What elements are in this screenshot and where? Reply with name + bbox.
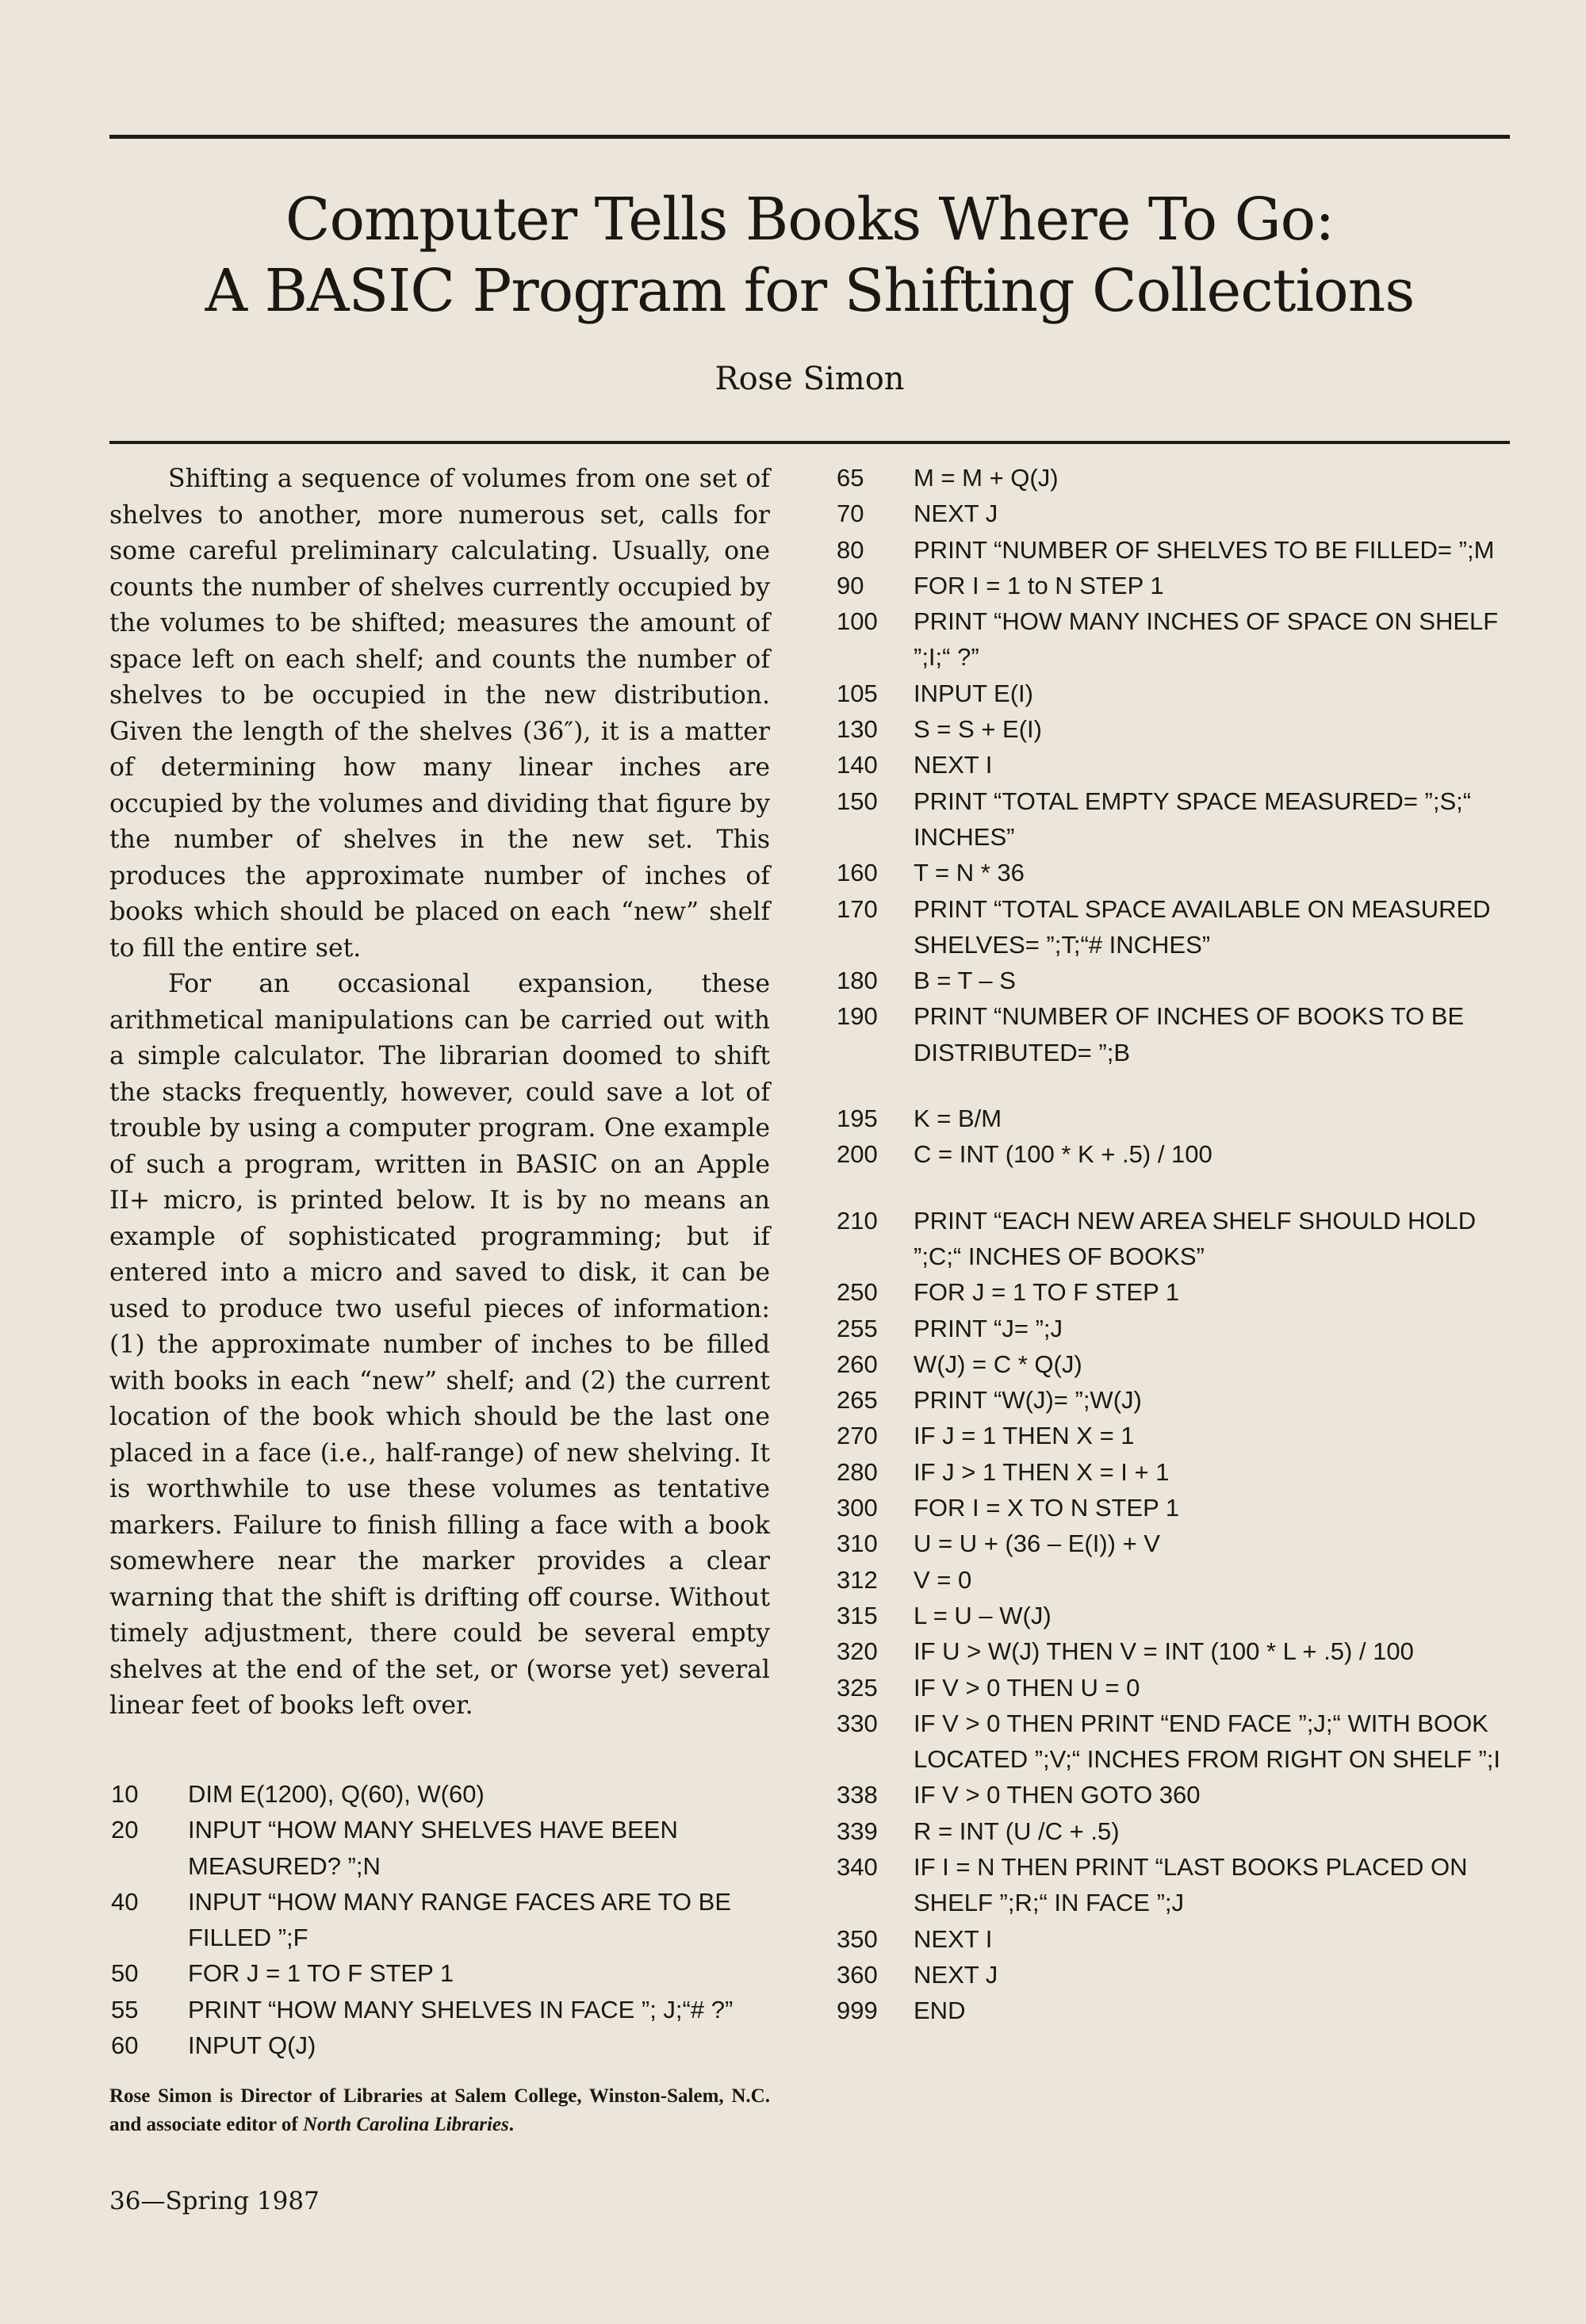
- code-line: [837, 855, 1511, 890]
- line-code: NEXT I: [914, 1924, 993, 1953]
- author-byline: Rose Simon: [714, 361, 905, 397]
- line-code: W(J) = C * Q(J): [914, 1350, 1082, 1378]
- line-number: 300: [837, 1494, 878, 1522]
- code-line: [837, 532, 1511, 568]
- paragraph-1: Shifting a sequence of volumes from one set of shelves to another, more numerous set, calls for some careful preliminary calculating. Usually, one counts the number of shelves currently occupied by the volumes to be shifted; measures the amount of space left on each shelf; and counts the number of shelves to be occupied in the new distribution. Given the length of the shelves (36″), it is a matter of determining how many linear inches are occupied by the volumes and dividing that figure by the number of shelves in the new set. This produces the approximate number of inches of books which should be placed on each “new” shelf to fill the entire set.: [109, 465, 770, 963]
- line-number: 100: [837, 607, 878, 636]
- top-rule: [109, 135, 1510, 139]
- code-line: [837, 711, 1511, 747]
- code-line: [837, 1957, 1511, 1993]
- code-line: [837, 1418, 1511, 1453]
- line-number: 180: [837, 967, 878, 995]
- line-number: 20: [111, 1816, 139, 1844]
- line-code: NEXT I: [914, 751, 993, 779]
- line-number: 310: [837, 1530, 878, 1558]
- line-number: 150: [837, 787, 878, 815]
- line-number: 338: [837, 1781, 878, 1809]
- line-number: 250: [837, 1278, 878, 1307]
- code-line: [837, 1813, 1511, 1849]
- line-number: 999: [837, 1997, 878, 2025]
- line-code: IF J > 1 THEN X = I + 1: [914, 1457, 1170, 1486]
- article-title: [109, 184, 1510, 327]
- code-line: [837, 1203, 1511, 1275]
- line-number: 280: [837, 1457, 878, 1486]
- line-code: T = N * 36: [914, 859, 1025, 887]
- code-line: [837, 891, 1511, 963]
- code-line: [837, 963, 1511, 998]
- line-number: 320: [837, 1637, 878, 1666]
- line-number: 50: [111, 1959, 139, 1988]
- line-number: 340: [837, 1852, 878, 1881]
- left-column-text: [109, 461, 770, 1725]
- code-line: [111, 1884, 769, 1956]
- code-line: [837, 1993, 1511, 2028]
- line-number: 190: [837, 1002, 878, 1031]
- line-code: IF U > W(J) THEN V = INT (100 * L + .5) / 100: [914, 1637, 1414, 1666]
- code-line: [837, 1136, 1511, 1172]
- line-code: FOR J = 1 TO F STEP 1: [914, 1278, 1180, 1307]
- line-number: 60: [111, 2031, 139, 2060]
- line-number: 70: [837, 500, 864, 528]
- code-line: [837, 1706, 1511, 1778]
- code-line: [837, 1346, 1511, 1382]
- line-code: PRINT “EACH NEW AREA SHELF SHOULD HOLD ”;C;“ INCHES OF BOOKS”: [914, 1206, 1483, 1270]
- line-number: 255: [837, 1314, 878, 1342]
- code-block-b: [837, 1101, 1511, 1173]
- line-number: 270: [837, 1422, 878, 1450]
- code-block-a: [837, 460, 1511, 1070]
- bio-journal: North Carolina Libraries: [302, 2114, 509, 2135]
- line-code: FOR I = X TO N STEP 1: [914, 1494, 1180, 1522]
- line-number: 55: [111, 1995, 139, 2023]
- line-code: IF I = N THEN PRINT “LAST BOOKS PLACED ON SHELF ”;R;“ IN FACE ”;J: [914, 1852, 1475, 1917]
- line-code: IF V > 0 THEN U = 0: [914, 1673, 1140, 1702]
- line-code: PRINT “NUMBER OF SHELVES TO BE FILLED= ”;M: [914, 535, 1495, 564]
- line-code: M = M + Q(J): [914, 464, 1059, 492]
- code-gap: [837, 1070, 1511, 1101]
- line-code: END: [914, 1997, 966, 2025]
- line-number: 40: [111, 1887, 139, 1916]
- line-code: L = U – W(J): [914, 1601, 1052, 1629]
- line-code: S = S + E(I): [914, 715, 1042, 744]
- line-code: IF V > 0 THEN GOTO 360: [914, 1781, 1201, 1809]
- line-number: 10: [111, 1780, 139, 1808]
- line-code: PRINT “W(J)= ”;W(J): [914, 1386, 1142, 1415]
- code-line: [837, 676, 1511, 711]
- line-number: 360: [837, 1960, 878, 1989]
- line-number: 315: [837, 1601, 878, 1629]
- page-folio: 36—Spring 1987: [109, 2187, 320, 2215]
- line-number: 325: [837, 1673, 878, 1702]
- line-number: 350: [837, 1924, 878, 1953]
- code-line: [837, 1490, 1511, 1526]
- line-code: INPUT “HOW MANY SHELVES HAVE BEEN MEASURED? ”;N: [188, 1816, 685, 1880]
- line-number: 130: [837, 715, 878, 744]
- byline-rule: [109, 441, 1510, 444]
- code-line: [837, 1382, 1511, 1418]
- code-line: [837, 1454, 1511, 1490]
- title-line-2: A BASIC Program for Shifting Collections: [205, 257, 1415, 325]
- line-code: IF J = 1 THEN X = 1: [914, 1422, 1135, 1450]
- code-line: [837, 1777, 1511, 1813]
- code-line: [837, 1526, 1511, 1561]
- code-line: [837, 1633, 1511, 1669]
- line-code: K = B/M: [914, 1105, 1002, 1133]
- line-number: 195: [837, 1105, 878, 1133]
- line-number: 80: [837, 535, 864, 564]
- code-line: [111, 1812, 769, 1884]
- line-code: INPUT Q(J): [188, 2031, 316, 2060]
- line-number: 90: [837, 571, 864, 599]
- line-code: PRINT “J= ”;J: [914, 1314, 1063, 1342]
- line-code: PRINT “HOW MANY INCHES OF SPACE ON SHELF ”;I;“ ?”: [914, 607, 1505, 672]
- line-code: DIM E(1200), Q(60), W(60): [188, 1780, 485, 1808]
- line-code: FOR I = 1 to N STEP 1: [914, 571, 1164, 599]
- line-number: 200: [837, 1140, 878, 1169]
- code-line: [837, 1849, 1511, 1921]
- line-number: 260: [837, 1350, 878, 1378]
- line-code: V = 0: [914, 1565, 972, 1594]
- code-line: [837, 496, 1511, 531]
- code-block-c: [837, 1203, 1511, 2029]
- code-line: [837, 460, 1511, 496]
- line-code: PRINT “TOTAL SPACE AVAILABLE ON MEASURED SHELVES= ”;T;“# INCHES”: [914, 894, 1498, 959]
- line-code: IF V > 0 THEN PRINT “END FACE ”;J;“ WITH BOOK LOCATED ”;V;“ INCHES FROM RIGHT ON SHELF ”;I: [914, 1709, 1501, 1774]
- code-line: [837, 998, 1511, 1070]
- line-code: R = INT (U /C + .5): [914, 1817, 1120, 1845]
- bio-text: Rose Simon is Director of Libraries at Salem College, Winston-Salem, N.C. and associate editor of: [109, 2085, 770, 2135]
- line-code: NEXT J: [914, 500, 998, 528]
- code-line: [837, 747, 1511, 783]
- line-code: PRINT “TOTAL EMPTY SPACE MEASURED= ”;S;“ INCHES”: [914, 787, 1478, 851]
- code-line: [837, 1311, 1511, 1346]
- line-number: 312: [837, 1565, 878, 1594]
- line-code: INPUT E(I): [914, 679, 1033, 707]
- line-code: PRINT “HOW MANY SHELVES IN FACE ”; J;“# ?”: [188, 1995, 734, 2023]
- code-line: [837, 568, 1511, 603]
- code-line: [837, 1274, 1511, 1310]
- line-code: U = U + (36 – E(I)) + V: [914, 1530, 1160, 1558]
- code-line: [837, 783, 1511, 856]
- line-code: C = INT (100 * K + .5) / 100: [914, 1140, 1212, 1169]
- code-line: [837, 1921, 1511, 1957]
- title-line-1: Computer Tells Books Where To Go:: [285, 186, 1335, 254]
- code-line: [837, 603, 1511, 676]
- code-line: [837, 1101, 1511, 1136]
- line-code: NEXT J: [914, 1960, 998, 1989]
- code-line: [111, 1955, 769, 1991]
- bio-end: .: [508, 2114, 515, 2135]
- code-listing-left: [111, 1776, 769, 2063]
- line-code: PRINT “NUMBER OF INCHES OF BOOKS TO BE DISTRIBUTED= ”;B: [914, 1002, 1471, 1066]
- line-code: INPUT “HOW MANY RANGE FACES ARE TO BE FILLED ”;F: [188, 1887, 738, 1952]
- code-line: [837, 1670, 1511, 1706]
- line-number: 160: [837, 859, 878, 887]
- line-number: 210: [837, 1206, 878, 1235]
- code-line: [111, 1992, 769, 2027]
- code-gap: [837, 1173, 1511, 1203]
- line-code: FOR J = 1 TO F STEP 1: [188, 1959, 454, 1988]
- line-number: 170: [837, 894, 878, 923]
- line-number: 105: [837, 679, 878, 707]
- code-line: [837, 1598, 1511, 1633]
- paragraph-2: For an occasional expansion, these arithmetical manipulations can be carried out with a simple calculator. The librarian doomed to shift the stacks frequently, however, could save a lot of trouble by using a computer program. One example of such a program, written in BASIC on an Apple II+ micro, is printed below. It is by no means an example of sophisticated programming; but if entered into a micro and saved to disk, it can be used to produce two useful pieces of information: (1) the approximate number of inches to be filled with books in each “new” shelf; and (2) the current location of the book which should be the last one placed in a face (i.e., half-range) of new shelving. It is worthwhile to use these volumes as tentative markers. Failure to finish filling a face with a book somewhere near the marker provides a clear warning that the shift is drifting off course. Without timely adjustment, there could be several empty shelves at the end of the set, or (worse yet) several linear feet of books left over.: [109, 970, 770, 1720]
- line-number: 265: [837, 1386, 878, 1415]
- code-line: [111, 2027, 769, 2063]
- line-number: 330: [837, 1709, 878, 1737]
- code-line: [837, 1562, 1511, 1598]
- author-bio: [109, 2082, 770, 2139]
- line-code: B = T – S: [914, 967, 1016, 995]
- code-listing-right: [837, 460, 1511, 2028]
- line-number: 65: [837, 464, 864, 492]
- code-line: [111, 1776, 769, 1812]
- line-number: 140: [837, 751, 878, 779]
- line-number: 339: [837, 1817, 878, 1845]
